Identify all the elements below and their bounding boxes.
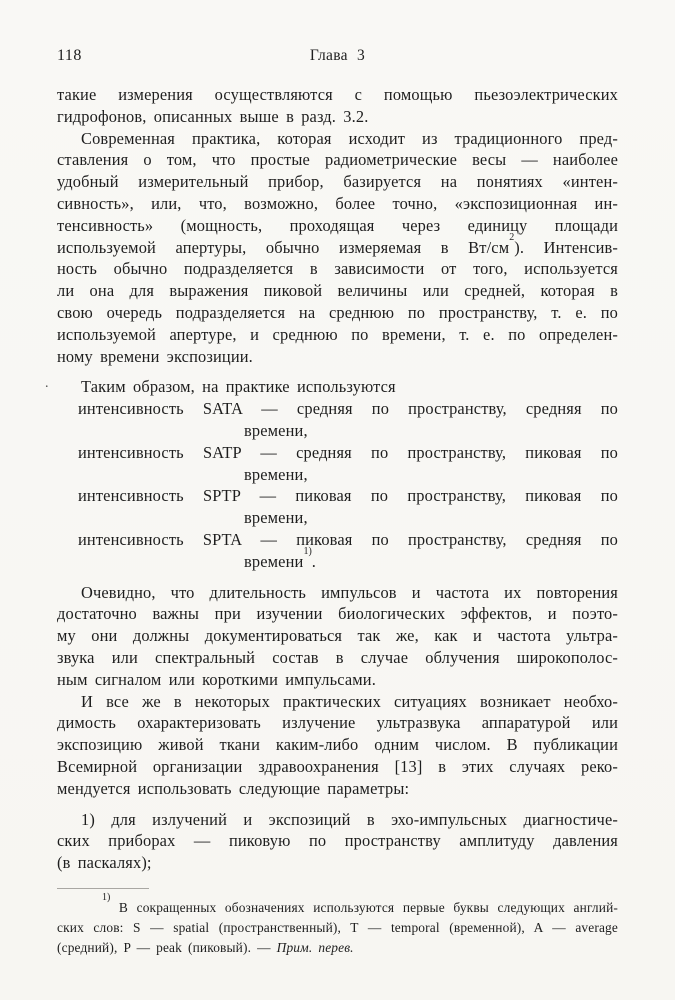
text-line: ли она для выражения пиковой величины или средней, которая в — [57, 281, 618, 301]
text-line: ских приборах — пиковую по пространству амплитуду давления — [57, 831, 618, 851]
text-line: звука или спектральный состав в случае облучения широкополос- — [57, 647, 618, 667]
text-line: достаточно важны при изучении биологических эффектов, и поэто- — [57, 604, 618, 624]
text-line: времени$^{1)}$. — [244, 546, 317, 571]
text-line: ских слов: S — spatial (пространственный), T — temporal (временной), A — average — [57, 920, 618, 936]
text-line: ность обычно подразделяется в зависимости от того, используется — [57, 259, 618, 279]
list-item-sptp — [57, 485, 618, 529]
text-line: Очевидно, что длительность импульсов и частота их повторения — [81, 582, 618, 602]
list-item-spta — [57, 529, 618, 573]
text-line: Таким образом, на практике используются — [81, 377, 396, 397]
text-line: ным сигналом или короткими импульсами. — [57, 669, 376, 689]
text-line: (в паскалях); — [57, 853, 152, 873]
scan-artifact-dot: . — [45, 376, 49, 391]
text-line: времени, — [244, 464, 308, 484]
text-line: Всемирной организации здравоохранения [13] в этих случаях реко- — [57, 756, 618, 776]
text-line: интенсивность SPTP — пиковая по пространству, пиковая по — [78, 486, 618, 506]
text-line: интенсивность SPTA — пиковая по пространству, средняя по — [78, 529, 618, 549]
list-item-sata — [57, 398, 618, 442]
text-line: интенсивность SATA — средняя по пространству, средняя по — [78, 399, 618, 419]
paragraph-hydrophones — [57, 84, 618, 128]
intensity-list — [57, 398, 618, 572]
text-line: И все же в некоторых практических ситуациях возникает необхо- — [81, 691, 618, 711]
text-line: мендуется использовать следующие параметры: — [57, 778, 410, 798]
text-line: времени, — [244, 508, 308, 528]
text-line: свою очередь подразделяется на среднюю по пространству, т. е. по — [57, 302, 618, 322]
text-line: му они должны документироваться так же, как и частота ультра- — [57, 626, 618, 646]
footnote-divider — [57, 888, 149, 889]
text-line: (средний), P — peak (пиковый). — Прим. перев. — [57, 940, 354, 956]
page-body — [57, 84, 618, 959]
text-line: интенсивность SATP — средняя по пространству, пиковая по — [78, 442, 618, 462]
paragraph-modern-practice — [57, 128, 618, 368]
text-line: времени, — [244, 420, 308, 440]
text-line: такие измерения осуществляются с помощью пьезоэлектрических — [57, 85, 618, 104]
numbered-item-1 — [57, 809, 618, 874]
text-line: используемой апертуры, обычно измеряемая в $Вт/см^2$). Интенсив- — [57, 232, 619, 257]
page-number: 118 — [57, 47, 82, 64]
text-line: удобный измерительный прибор, базируется на понятиях «интен- — [57, 172, 618, 192]
text-line: Современная практика, которая исходит из традиционного пред- — [81, 128, 618, 148]
translator-footnote — [57, 892, 618, 959]
chapter-title: Глава 3 — [309, 47, 366, 64]
text-line: ному времени экспозиции. — [57, 346, 253, 366]
text-line: тенсивность» (мощность, проходящая через единицу площади — [57, 215, 618, 235]
text-line: ставления о том, что простые радиометрические весы — наиболее — [57, 150, 618, 170]
text-line: 1) для излучений и экспозиций в эхо-импульсных диагностиче- — [81, 809, 618, 829]
text-line: гидрофонов, описанных выше в разд. 3.2. — [57, 106, 369, 126]
text-line: димость охарактеризовать излучение ультразвука аппаратурой или — [57, 713, 618, 733]
paragraph-pulse-duration — [57, 582, 618, 691]
text-line: сивность», или, что, возможно, более точно, «экспозиционная ин- — [57, 193, 618, 213]
paragraph-who-recommendation — [57, 691, 618, 800]
text-line: экспозицию живой ткани каким-либо одним числом. В публикации — [57, 735, 618, 755]
text-line: $^{1)}$ В сокращенных обозначениях используются первые буквы следующих англий- — [102, 892, 618, 915]
list-item-satp — [57, 442, 618, 486]
text-line: используемой апертуре, и среднюю по времени, т. е. по определен- — [57, 324, 618, 344]
intensity-list-intro — [57, 376, 618, 398]
